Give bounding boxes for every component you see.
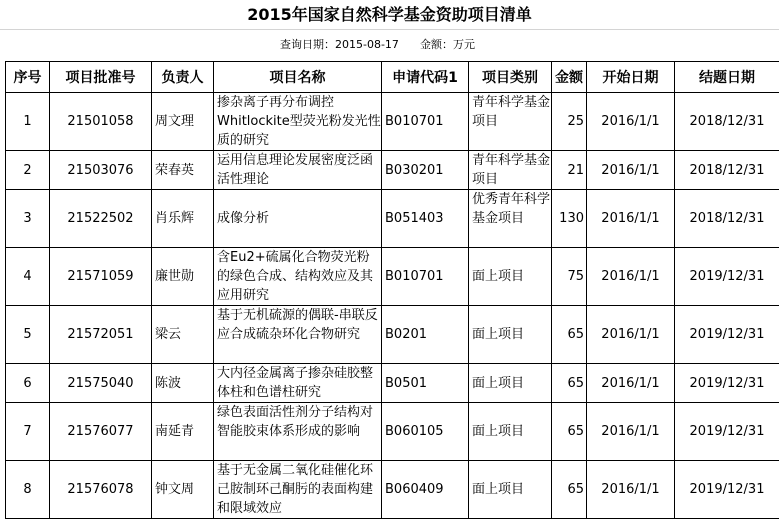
cell-end: 2018/12/31 — [675, 93, 779, 151]
cell-start: 2016/1/1 — [587, 364, 675, 403]
cell-pi: 周文理 — [152, 93, 214, 151]
col-header-id: 项目批准号 — [50, 62, 152, 93]
cell-id: 21501058 — [50, 93, 152, 151]
cell-code: B0501 — [382, 364, 469, 403]
project-table — [5, 61, 779, 519]
cell-name: 绿色表面活性剂分子结构对智能胶束体系形成的影响 — [214, 403, 382, 461]
cell-amount: 65 — [552, 306, 587, 364]
cell-end: 2019/12/31 — [675, 306, 779, 364]
table-row — [6, 190, 779, 248]
cell-amount: 65 — [552, 364, 587, 403]
cell-id: 21503076 — [50, 151, 152, 190]
cell-no: 3 — [6, 190, 50, 248]
cell-end: 2018/12/31 — [675, 190, 779, 248]
table-row — [6, 364, 779, 403]
cell-id: 21576077 — [50, 403, 152, 461]
table-row — [6, 461, 779, 519]
subtitle-bar — [0, 29, 779, 61]
cell-code: B051403 — [382, 190, 469, 248]
cell-end: 2019/12/31 — [675, 403, 779, 461]
table-row — [6, 93, 779, 151]
cell-start: 2016/1/1 — [587, 403, 675, 461]
cell-start: 2016/1/1 — [587, 151, 675, 190]
cell-start: 2016/1/1 — [587, 190, 675, 248]
cell-amount: 130 — [552, 190, 587, 248]
cell-start: 2016/1/1 — [587, 93, 675, 151]
cell-type: 面上项目 — [469, 248, 552, 306]
cell-no: 6 — [6, 364, 50, 403]
cell-amount: 75 — [552, 248, 587, 306]
col-header-start: 开始日期 — [587, 62, 675, 93]
cell-end: 2019/12/31 — [675, 461, 779, 519]
cell-code: B010701 — [382, 93, 469, 151]
col-header-type: 项目类别 — [469, 62, 552, 93]
table-row — [6, 403, 779, 461]
cell-no: 7 — [6, 403, 50, 461]
cell-pi: 梁云 — [152, 306, 214, 364]
header-row — [6, 62, 779, 93]
cell-code: B030201 — [382, 151, 469, 190]
cell-name: 运用信息理论发展密度泛函活性理论 — [214, 151, 382, 190]
cell-pi: 荣春英 — [152, 151, 214, 190]
cell-pi: 南延青 — [152, 403, 214, 461]
cell-name: 掺杂离子再分布调控Whitlockite型荧光粉发光性质的研究 — [214, 93, 382, 151]
col-header-name: 项目名称 — [214, 62, 382, 93]
cell-name: 大内径金属离子掺杂硅胶整体柱和色谱柱研究 — [214, 364, 382, 403]
cell-no: 2 — [6, 151, 50, 190]
cell-id: 21571059 — [50, 248, 152, 306]
cell-id: 21575040 — [50, 364, 152, 403]
cell-type: 青年科学基金项目 — [469, 151, 552, 190]
cell-code: B060409 — [382, 461, 469, 519]
cell-name: 含Eu2+硫属化合物荧光粉的绿色合成、结构效应及其应用研究 — [214, 248, 382, 306]
cell-pi: 肖乐辉 — [152, 190, 214, 248]
table-row — [6, 248, 779, 306]
cell-name: 基于无机硫源的偶联-串联反应合成硫杂环化合物研究 — [214, 306, 382, 364]
cell-type: 面上项目 — [469, 364, 552, 403]
cell-no: 4 — [6, 248, 50, 306]
cell-amount: 65 — [552, 461, 587, 519]
cell-pi: 陈波 — [152, 364, 214, 403]
cell-type: 面上项目 — [469, 403, 552, 461]
cell-start: 2016/1/1 — [587, 306, 675, 364]
cell-end: 2019/12/31 — [675, 248, 779, 306]
cell-code: B010701 — [382, 248, 469, 306]
cell-type: 青年科学基金项目 — [469, 93, 552, 151]
cell-id: 21572051 — [50, 306, 152, 364]
cell-end: 2019/12/31 — [675, 364, 779, 403]
col-header-end: 结题日期 — [675, 62, 779, 93]
col-header-pi: 负责人 — [152, 62, 214, 93]
cell-amount: 65 — [552, 403, 587, 461]
page-title: 2015年国家自然科学基金资助项目清单 — [0, 0, 779, 30]
table-row — [6, 151, 779, 190]
cell-type: 面上项目 — [469, 306, 552, 364]
cell-code: B0201 — [382, 306, 469, 364]
cell-amount: 25 — [552, 93, 587, 151]
cell-type: 面上项目 — [469, 461, 552, 519]
col-header-no: 序号 — [6, 62, 50, 93]
cell-start: 2016/1/1 — [587, 461, 675, 519]
cell-pi: 廉世勋 — [152, 248, 214, 306]
table-row — [6, 306, 779, 364]
cell-pi: 钟文周 — [152, 461, 214, 519]
query-date: 查询日期：2015-08-17 — [280, 29, 399, 61]
col-header-amount: 金额 — [552, 62, 587, 93]
amount-unit: 金额：万元 — [420, 29, 475, 61]
cell-no: 8 — [6, 461, 50, 519]
cell-amount: 21 — [552, 151, 587, 190]
cell-id: 21522502 — [50, 190, 152, 248]
cell-name: 基于无金属二氧化硅催化环己胺制环己酮肟的表面构建和限域效应 — [214, 461, 382, 519]
cell-end: 2018/12/31 — [675, 151, 779, 190]
cell-code: B060105 — [382, 403, 469, 461]
cell-no: 5 — [6, 306, 50, 364]
col-header-code: 申请代码1 — [382, 62, 469, 93]
cell-type: 优秀青年科学基金项目 — [469, 190, 552, 248]
cell-name: 成像分析 — [214, 190, 382, 248]
cell-no: 1 — [6, 93, 50, 151]
cell-id: 21576078 — [50, 461, 152, 519]
cell-start: 2016/1/1 — [587, 248, 675, 306]
